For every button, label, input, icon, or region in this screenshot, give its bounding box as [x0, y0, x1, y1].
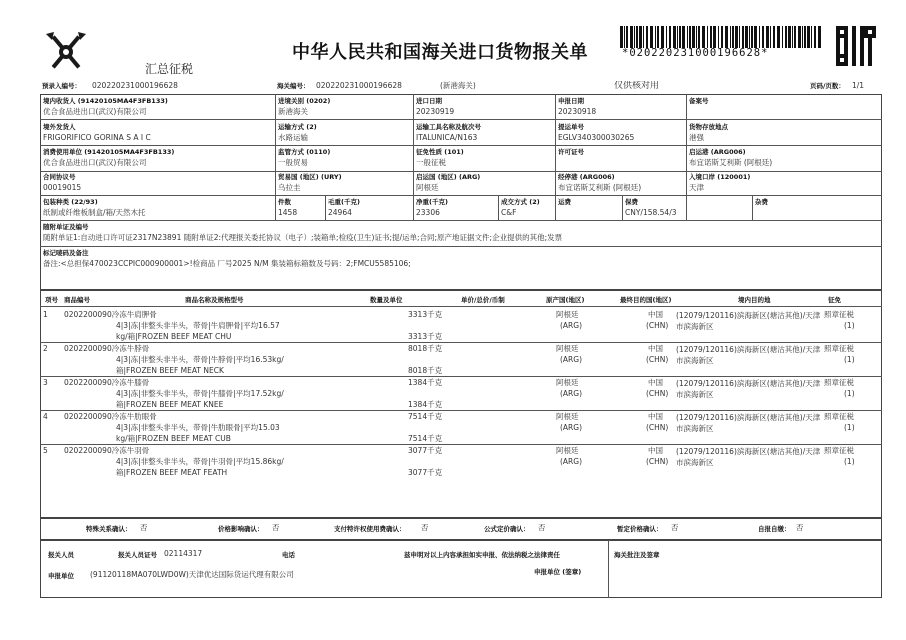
entry-port-label: 入境口岸 (120001) [689, 173, 751, 181]
goods-row-divider [40, 376, 882, 377]
declarant-cert-label: 报关人员证号 [118, 551, 157, 559]
goods-origin: 阿根廷 [556, 344, 579, 353]
self-pay-value: 否 [796, 523, 804, 532]
qr-code-icon [836, 26, 876, 66]
goods-spec-line3: 箱|FROZEN BEEF MEAT KNEE [116, 400, 224, 409]
customs-approval-label: 海关批注及签章 [614, 551, 660, 559]
levy-label: 征免性质 (101) [416, 148, 464, 156]
entry-office-value: 新港海关 [278, 107, 308, 116]
goods-dest-code: (CHN) [646, 321, 669, 330]
verify-note: 仅供核对用 [614, 81, 660, 91]
goods-row-divider [40, 410, 882, 411]
depart-port-label: 启运港 (ARG006) [689, 148, 746, 156]
declare-date-label: 申报日期 [558, 97, 584, 105]
goods-dest: 中国 [648, 378, 663, 387]
pieces-label: 件数 [278, 198, 291, 206]
summary-tax-label: 汇总征税 [145, 62, 194, 76]
vessel-value: ITALUNICA/N163 [416, 133, 478, 142]
vessel-label: 运输工具名称及航次号 [416, 123, 481, 131]
goods-levy: 照章征税 [824, 344, 854, 353]
shipper-value: FRIGORIFICO GORINA S A I C [43, 133, 151, 142]
goods-row-divider [40, 444, 882, 445]
goods-levy: 照章征税 [824, 412, 854, 421]
formula-price-label: 公式定价确认： [484, 525, 530, 533]
trade-country-label: 贸易国 (地区) (URY) [278, 173, 342, 181]
consignee-label: 境内收货人 (91420105MA4F3FB133) [43, 97, 168, 105]
goods-origin: 阿根廷 [556, 412, 579, 421]
levy-value: 一般征税 [416, 158, 446, 167]
goods-dest-code: (CHN) [646, 457, 669, 466]
misc-label: 杂费 [755, 198, 768, 206]
goods-header-cell: 单价/总价/币制 [461, 296, 505, 304]
goods-origin: 阿根廷 [556, 446, 579, 455]
goods-row-divider [40, 342, 882, 343]
goods-levy-code: (1) [844, 355, 855, 364]
gross-value: 24964 [328, 208, 352, 217]
royalty-label: 支付特许权使用费确认： [334, 525, 406, 533]
storage-label: 货物存放地点 [689, 123, 728, 131]
transport-value: 水路运输 [278, 133, 308, 142]
transit-port-label: 经停港 (ARG006) [558, 173, 615, 181]
declare-date-value: 20230918 [558, 107, 597, 116]
goods-header-cell: 商品名称及规格型号 [185, 296, 244, 304]
freight-label: 运费 [558, 198, 571, 206]
goods-qty-line1: 3313千克 [408, 310, 443, 319]
goods-domestic-dest: (12079/120116)滨海新区(塘沽其他)/天津市滨海新区 [676, 345, 821, 365]
goods-origin-code: (ARG) [560, 355, 583, 364]
page-title: 中华人民共和国海关进口货物报关单 [292, 42, 588, 63]
net-value: 23306 [416, 208, 440, 217]
goods-name-line1: 0202200090冷冻牛膝骨 [64, 378, 150, 387]
goods-qty-line2: 1384千克 [408, 400, 443, 409]
import-date-label: 进口日期 [416, 97, 442, 105]
gross-label: 毛重(千克) [328, 198, 360, 206]
formula-price-value: 否 [538, 523, 546, 532]
liability-statement: 兹申明对以上内容承担如实申报、依法纳税之法律责任 [404, 551, 560, 559]
license-label: 许可证号 [558, 148, 584, 156]
supervision-value: 一般贸易 [278, 158, 308, 167]
royalty-value: 否 [421, 523, 429, 532]
goods-item-no: 3 [43, 378, 48, 387]
goods-spec-line3: kg/箱|FROZEN BEEF MEAT CUB [116, 434, 231, 443]
deal-value: C&F [501, 208, 517, 217]
goods-dest: 中国 [648, 310, 663, 319]
goods-dest-code: (CHN) [646, 355, 669, 364]
depart-port-value: 布宜诺斯艾利斯 (阿根廷) [689, 158, 773, 167]
goods-spec-line2: 4|3|冻|非整头非半头，带骨|牛膝骨|平均17.52kg/ [116, 389, 284, 398]
docs-label: 随附单证及编号 [43, 223, 89, 231]
goods-domestic-dest: (12079/120116)滨海新区(塘沽其他)/天津市滨海新区 [676, 379, 821, 399]
preentry-label: 预录入编号： [42, 82, 81, 90]
goods-qty-line1: 3077千克 [408, 446, 443, 455]
goods-name-line1: 0202200090冷冻牛脖骨 [64, 344, 150, 353]
barcode-icon [620, 26, 822, 48]
contract-label: 合同协议号 [43, 173, 76, 181]
goods-qty-line2: 3077千克 [408, 468, 443, 477]
goods-origin-code: (ARG) [560, 321, 583, 330]
record-no-label: 备案号 [689, 97, 709, 105]
transit-port-value: 布宜诺斯艾利斯 (阿根廷) [558, 183, 642, 192]
goods-item-no: 4 [43, 412, 48, 421]
goods-name-line1: 0202200090冷冻牛肋眼骨 [64, 412, 157, 421]
supervision-label: 监管方式 (0110) [278, 148, 331, 156]
self-pay-label: 自报自缴： [758, 525, 791, 533]
goods-levy-code: (1) [844, 457, 855, 466]
special-relation-label: 特殊关系确认： [86, 525, 132, 533]
confirm-row [40, 518, 882, 540]
qr-code [836, 26, 876, 66]
goods-spec-line3: 箱|FROZEN BEEF MEAT NECK [116, 366, 224, 375]
goods-header-cell: 数量及单位 [370, 296, 403, 304]
customs-emblem [42, 30, 92, 76]
entry-office-label: 进境关别 (0202) [278, 97, 331, 105]
pieces-value: 1458 [278, 208, 298, 217]
port-name: (新港海关) [440, 81, 476, 90]
goods-spec-line2: 4|3|冻|非整头非半头，带骨|牛肩胛骨|平均16.57 [116, 321, 280, 330]
goods-name-line1: 0202200090冷冻牛肩胛骨 [64, 310, 157, 319]
goods-header-cell: 征免 [828, 296, 841, 304]
trade-country-value: 乌拉圭 [278, 183, 301, 192]
goods-header-cell: 项号 [45, 296, 58, 304]
goods-spec-line3: 箱|FROZEN BEEF MEAT FEATH [116, 468, 228, 477]
origin-country-value: 阿根廷 [416, 183, 439, 192]
goods-dest: 中国 [648, 412, 663, 421]
goods-qty-line2: 7514千克 [408, 434, 443, 443]
goods-levy: 照章征税 [824, 378, 854, 387]
page-value: 1/1 [852, 81, 865, 90]
goods-dest-code: (CHN) [646, 423, 669, 432]
goods-spec-line2: 4|3|冻|非整头非半头，带骨|牛羽骨|平均15.86kg/ [116, 457, 284, 466]
customs-emblem-icon [42, 30, 92, 76]
customs-no-label: 海关编号： [277, 82, 310, 90]
goods-item-no: 5 [43, 446, 48, 455]
deal-label: 成交方式 (2) [501, 198, 540, 206]
goods-levy: 照章征税 [824, 310, 854, 319]
goods-origin-code: (ARG) [560, 389, 583, 398]
barcode [620, 26, 822, 48]
goods-name-line1: 0202200090冷冻牛羽骨 [64, 446, 150, 455]
contract-value: 00019015 [43, 183, 82, 192]
docs-value: 随附单证1:自动进口许可证2317N23891 随附单证2:代理报关委托协议（电子）;装箱单;检疫(卫生)证书;提/运单;合同;原产地证据文件;企业提供的其他;发票 [43, 233, 563, 242]
goods-spec-line3: kg/箱|FROZEN BEEF MEAT CHU [116, 332, 232, 341]
goods-header-cell: 最终目的国(地区) [620, 296, 672, 304]
goods-item-no: 2 [43, 344, 48, 353]
goods-qty-line1: 7514千克 [408, 412, 443, 421]
origin-country-label: 启运国 (地区) (ARG) [416, 173, 481, 181]
shipper-label: 境外发货人 [43, 123, 76, 131]
entry-port-value: 天津 [689, 183, 704, 192]
marks-label: 标记唛码及备注 [43, 249, 89, 257]
goods-domestic-dest: (12079/120116)滨海新区(塘沽其他)/天津市滨海新区 [676, 413, 821, 433]
page-label: 页码/页数： [810, 82, 845, 90]
goods-levy: 照章征税 [824, 446, 854, 455]
package-label: 包装种类 (22/93) [43, 198, 98, 206]
goods-header-cell: 境内目的地 [738, 296, 771, 304]
goods-header-cell: 商品编号 [64, 296, 90, 304]
goods-levy-code: (1) [844, 423, 855, 432]
goods-origin-code: (ARG) [560, 423, 583, 432]
goods-dest: 中国 [648, 344, 663, 353]
goods-origin: 阿根廷 [556, 310, 579, 319]
preentry-value: 020220231000196628 [92, 81, 178, 90]
marks-value: 备注:<总担保470023CCPIC000900001>!检商品 厂号2025 N/M 集装箱标箱数及号码：2;FMCU5585106; [43, 259, 411, 268]
storage-value: 港强 [689, 133, 704, 142]
customs-no-value: 020220231000196628 [316, 81, 402, 90]
import-date-value: 20230919 [416, 107, 455, 116]
price-effect-label: 价格影响确认： [218, 525, 264, 533]
goods-origin: 阿根廷 [556, 378, 579, 387]
declarant-label: 报关人员 [48, 551, 74, 559]
goods-domestic-dest: (12079/120116)滨海新区(塘沽其他)/天津市滨海新区 [676, 447, 821, 467]
goods-qty-line1: 8018千克 [408, 344, 443, 353]
declarant-cert-value: 02114317 [164, 549, 203, 558]
bl-value: EGLV340300030265 [558, 133, 635, 142]
goods-origin-code: (ARG) [560, 457, 583, 466]
consumer-value: 优合食品进出口(武汉)有限公司 [43, 158, 147, 167]
goods-levy-code: (1) [844, 389, 855, 398]
transport-label: 运输方式 (2) [278, 123, 317, 131]
goods-qty-line2: 8018千克 [408, 366, 443, 375]
consignee-value: 优合食品进出口(武汉)有限公司 [43, 107, 147, 116]
goods-spec-line2: 4|3|冻|非整头非半头，带骨|牛脖骨|平均16.53kg/ [116, 355, 284, 364]
goods-item-no: 1 [43, 310, 48, 319]
package-value: 纸制或纤维板制盒/箱/天然木托 [43, 208, 146, 217]
goods-levy-code: (1) [844, 321, 855, 330]
declaring-unit-label: 申报单位 [48, 572, 74, 580]
consumer-label: 消费使用单位 (91420105MA4F3FB133) [43, 148, 175, 156]
bl-label: 提运单号 [558, 123, 584, 131]
goods-qty-line2: 3313千克 [408, 332, 443, 341]
goods-domestic-dest: (12079/120116)滨海新区(塘沽其他)/天津市滨海新区 [676, 311, 821, 331]
insurance-value: CNY/158.54/3 [625, 208, 677, 217]
insurance-label: 保费 [625, 198, 638, 206]
barcode-number: *020220231000196628* [622, 47, 769, 59]
declaring-unit-value: (91120118MA070LWD0W)天津优达国际货运代理有限公司 [90, 570, 294, 579]
goods-qty-line1: 1384千克 [408, 378, 443, 387]
goods-spec-line2: 4|3|冻|非整头非半头，带骨|牛肋眼骨|平均15.03 [116, 423, 280, 432]
provisional-price-value: 否 [671, 523, 679, 532]
net-label: 净重(千克) [416, 198, 448, 206]
price-effect-value: 否 [272, 523, 280, 532]
goods-header-cell: 原产国(地区) [546, 296, 585, 304]
provisional-price-label: 暂定价格确认： [617, 525, 663, 533]
goods-dest-code: (CHN) [646, 389, 669, 398]
declaring-unit-sign: 申报单位 (签章) [534, 568, 582, 576]
special-relation-value: 否 [140, 523, 148, 532]
goods-dest: 中国 [648, 446, 663, 455]
phone-label: 电话 [282, 551, 295, 559]
